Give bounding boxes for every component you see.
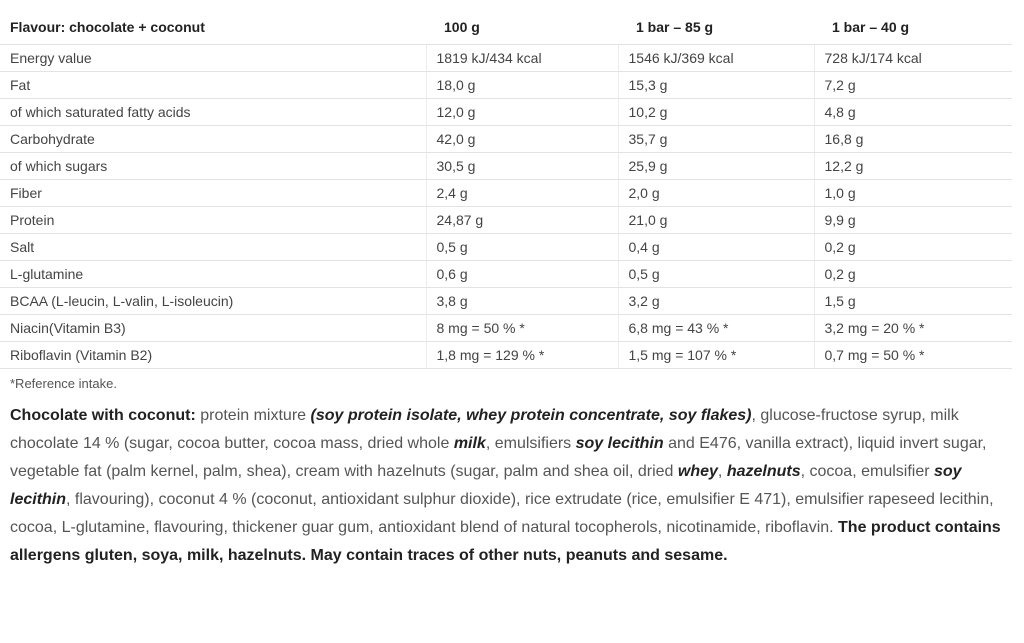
ingredients-part: , flavouring), coconut 4 % (coconut, antioxidant sulphur dioxide), rice extrudate (rice, emulsifier E 471), emulsifier rapeseed lecithin, cocoa, L-glutamine, flavouring, thickener guar gum, antioxidant blend of natural tocopherols, nicotinamide, riboflavin.	[10, 491, 994, 536]
table-row	[0, 180, 1012, 207]
value-per-bar-85g: 0,4 g	[618, 234, 814, 261]
ingredients-allergen: soy lecithin	[575, 435, 664, 452]
ingredients-allergen: hazelnuts	[726, 463, 801, 480]
value-per-bar-85g: 35,7 g	[618, 126, 814, 153]
value-per-bar-40g: 16,8 g	[814, 126, 1012, 153]
nutrient-name: Protein	[0, 207, 426, 234]
ingredients-part: , emulsifiers	[485, 435, 576, 452]
value-per-bar-85g: 25,9 g	[618, 153, 814, 180]
ingredients-part: protein mixture	[195, 407, 311, 424]
value-per-bar-85g: 1546 kJ/369 kcal	[618, 45, 814, 72]
value-per-bar-40g: 12,2 g	[814, 153, 1012, 180]
nutrient-name: of which saturated fatty acids	[0, 99, 426, 126]
table-row	[0, 234, 1012, 261]
value-per-100g: 42,0 g	[426, 126, 618, 153]
header-per-100g: 100 g	[426, 9, 618, 45]
value-per-bar-85g: 21,0 g	[618, 207, 814, 234]
table-row	[0, 99, 1012, 126]
value-per-bar-40g: 0,2 g	[814, 234, 1012, 261]
table-row	[0, 126, 1012, 153]
value-per-100g: 1,8 mg = 129 % *	[426, 342, 618, 369]
value-per-bar-40g: 0,2 g	[814, 261, 1012, 288]
table-row	[0, 288, 1012, 315]
header-flavour: Flavour: chocolate + coconut	[0, 9, 426, 45]
ingredients-allergen: soy lecithin	[10, 463, 962, 508]
value-per-100g: 0,6 g	[426, 261, 618, 288]
value-per-100g: 24,87 g	[426, 207, 618, 234]
ingredients-allergen: (soy protein isolate, whey protein concentrate, soy flakes)	[310, 407, 752, 424]
nutrient-name: Carbohydrate	[0, 126, 426, 153]
value-per-bar-85g: 0,5 g	[618, 261, 814, 288]
table-row	[0, 342, 1012, 369]
nutrient-name: Fiber	[0, 180, 426, 207]
value-per-bar-40g: 728 kJ/174 kcal	[814, 45, 1012, 72]
ingredients-part: , cocoa, emulsifier	[800, 463, 934, 480]
value-per-bar-85g: 6,8 mg = 43 % *	[618, 315, 814, 342]
nutrient-name: Fat	[0, 72, 426, 99]
value-per-bar-40g: 4,8 g	[814, 99, 1012, 126]
value-per-bar-85g: 3,2 g	[618, 288, 814, 315]
value-per-bar-85g: 15,3 g	[618, 72, 814, 99]
allergen-statement: The product contains allergens gluten, soya, milk, hazelnuts. May contain traces of other nuts, peanuts and sesame.	[10, 519, 1001, 564]
nutrient-name: BCAA (L-leucin, L-valin, L-isoleucin)	[0, 288, 426, 315]
nutrient-name: Energy value	[0, 45, 426, 72]
header-per-bar-40g: 1 bar – 40 g	[814, 9, 1012, 45]
value-per-bar-40g: 3,2 mg = 20 % *	[814, 315, 1012, 342]
value-per-100g: 12,0 g	[426, 99, 618, 126]
value-per-100g: 0,5 g	[426, 234, 618, 261]
value-per-bar-40g: 1,5 g	[814, 288, 1012, 315]
nutrient-name: of which sugars	[0, 153, 426, 180]
ingredients-allergen: milk	[453, 435, 486, 452]
nutrient-name: Riboflavin (Vitamin B2)	[0, 342, 426, 369]
header-per-bar-85g: 1 bar – 85 g	[618, 9, 814, 45]
nutrient-name: Niacin(Vitamin B3)	[0, 315, 426, 342]
table-row	[0, 153, 1012, 180]
value-per-100g: 30,5 g	[426, 153, 618, 180]
value-per-100g: 8 mg = 50 % *	[426, 315, 618, 342]
nutrition-table	[0, 9, 1012, 369]
ingredients-part: ,	[717, 463, 727, 480]
value-per-bar-40g: 7,2 g	[814, 72, 1012, 99]
value-per-bar-85g: 10,2 g	[618, 99, 814, 126]
table-row	[0, 207, 1012, 234]
reference-intake-note: *Reference intake.	[10, 376, 117, 391]
value-per-bar-85g: 1,5 mg = 107 % *	[618, 342, 814, 369]
ingredients-title: Chocolate with coconut:	[10, 407, 196, 424]
value-per-bar-85g: 2,0 g	[618, 180, 814, 207]
ingredients-allergen: whey	[677, 463, 718, 480]
ingredients-text	[10, 402, 1010, 570]
value-per-100g: 2,4 g	[426, 180, 618, 207]
table-row	[0, 315, 1012, 342]
table-row	[0, 72, 1012, 99]
value-per-bar-40g: 0,7 mg = 50 % *	[814, 342, 1012, 369]
value-per-100g: 1819 kJ/434 kcal	[426, 45, 618, 72]
value-per-100g: 3,8 g	[426, 288, 618, 315]
value-per-bar-40g: 9,9 g	[814, 207, 1012, 234]
ingredients-part: , glucose-fructose syrup, milk chocolate 14 % (sugar, cocoa butter, cocoa mass, dried whole	[10, 407, 959, 452]
table-row	[0, 45, 1012, 72]
nutrition-table-body	[0, 45, 1012, 369]
value-per-100g: 18,0 g	[426, 72, 618, 99]
ingredients-part: and E476, vanilla extract), liquid invert sugar, vegetable fat (palm kernel, palm, shea), cream with hazelnuts (sugar, palm and shea oil, dried	[10, 435, 987, 480]
nutrient-name: L-glutamine	[0, 261, 426, 288]
table-row	[0, 261, 1012, 288]
nutrient-name: Salt	[0, 234, 426, 261]
value-per-bar-40g: 1,0 g	[814, 180, 1012, 207]
table-header-row	[0, 9, 1012, 45]
